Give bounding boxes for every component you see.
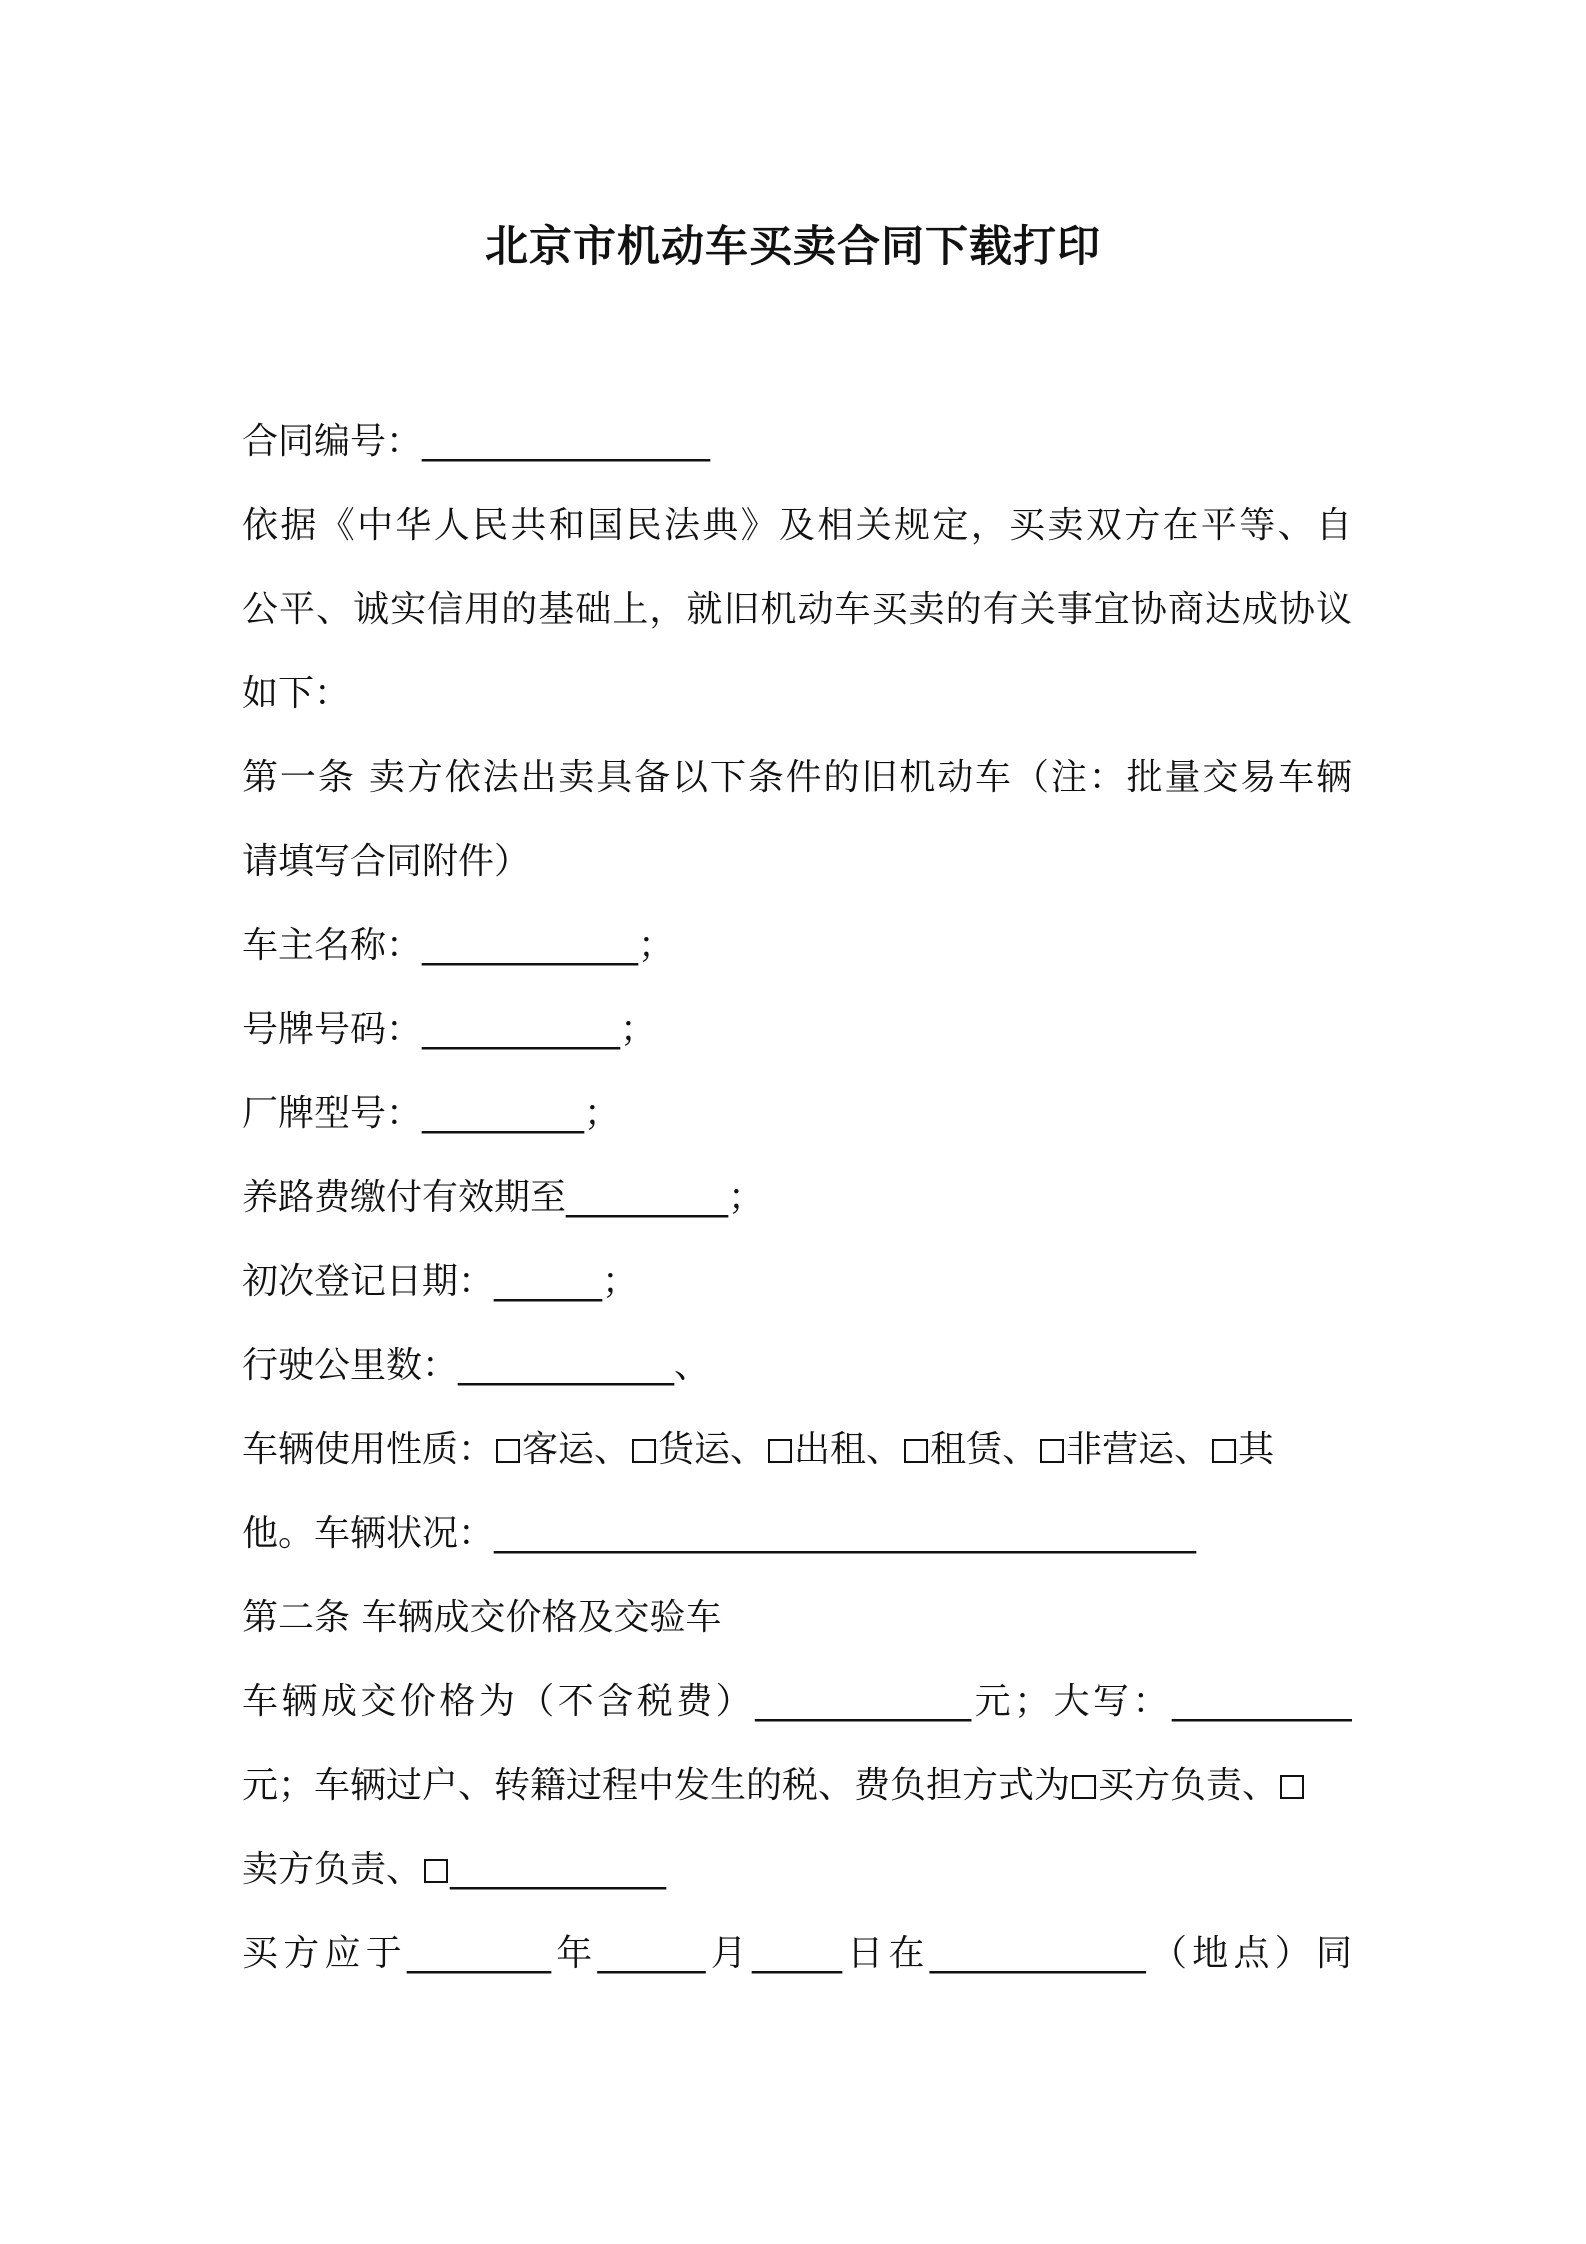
plate-number-line: 号牌号码：___________； xyxy=(242,1009,657,1050)
first-registration-line: 初次登记日期：______； xyxy=(242,1261,639,1302)
document-title: 北京市机动车买卖合同下载打印 xyxy=(485,222,1101,272)
option-buyer-pays: 买方负责、 xyxy=(1098,1765,1279,1806)
vehicle-condition-line: 他。车辆状况：_______________________________________ xyxy=(242,1513,1197,1554)
road-fee-line: 养路费缴付有效期至_________； xyxy=(242,1177,765,1218)
other-payer-blank: ____________ xyxy=(450,1849,667,1890)
option-lease: 租赁、 xyxy=(930,1429,1039,1470)
article1-note: 请填写合同附件） xyxy=(242,841,531,882)
option-freight: 货运、 xyxy=(658,1429,767,1470)
option-seller-pays: 卖方负责、 xyxy=(242,1849,423,1890)
checkbox-other[interactable] xyxy=(1212,1439,1236,1463)
checkbox-other-payer[interactable] xyxy=(424,1859,448,1883)
checkbox-taxi[interactable] xyxy=(768,1439,792,1463)
preamble-line-1: 依据《中华人民共和国民法典》及相关规定，买卖双方在平等、自 xyxy=(242,505,1352,546)
checkbox-non-operating[interactable] xyxy=(1040,1439,1064,1463)
option-passenger: 客运、 xyxy=(522,1429,631,1470)
checkbox-passenger[interactable] xyxy=(496,1439,520,1463)
preamble-line-2: 公平、诚实信用的基础上，就旧机动车买卖的有关事宜协商达成协议 xyxy=(242,589,1352,630)
contract-number-line: 合同编号：________________ xyxy=(242,421,711,462)
option-taxi: 出租、 xyxy=(794,1429,903,1470)
checkbox-lease[interactable] xyxy=(904,1439,928,1463)
article2-heading: 第二条 车辆成交价格及交验车 xyxy=(242,1597,722,1638)
tax-burden-text: 元；车辆过户、转籍过程中发生的税、费负担方式为 xyxy=(242,1765,1071,1806)
checkbox-freight[interactable] xyxy=(632,1439,656,1463)
owner-name-line: 车主名称：____________； xyxy=(242,925,675,966)
checkbox-buyer-pays[interactable] xyxy=(1072,1775,1096,1799)
option-other: 其 xyxy=(1238,1429,1275,1470)
option-non-operating: 非营运、 xyxy=(1066,1429,1211,1470)
preamble-line-3: 如下： xyxy=(242,673,351,714)
usage-nature-line xyxy=(242,1408,1352,1492)
seller-pays-line xyxy=(242,1828,1352,1912)
delivery-line: 买方应于________年______月_____日在____________（地点）同 xyxy=(242,1933,1352,1974)
usage-nature-label: 车辆使用性质： xyxy=(242,1429,495,1470)
brand-model-line: 厂牌型号：_________； xyxy=(242,1093,621,1134)
article1-heading: 第一条 卖方依法出卖具备以下条件的旧机动车（注：批量交易车辆 xyxy=(242,757,1352,798)
contract-body xyxy=(242,400,1352,1996)
checkbox-seller-pays[interactable] xyxy=(1280,1775,1304,1799)
tax-burden-line xyxy=(242,1744,1352,1828)
price-line: 车辆成交价格为（不含税费）____________元；大写：__________ xyxy=(242,1681,1352,1722)
mileage-line: 行驶公里数：____________、 xyxy=(242,1345,711,1386)
